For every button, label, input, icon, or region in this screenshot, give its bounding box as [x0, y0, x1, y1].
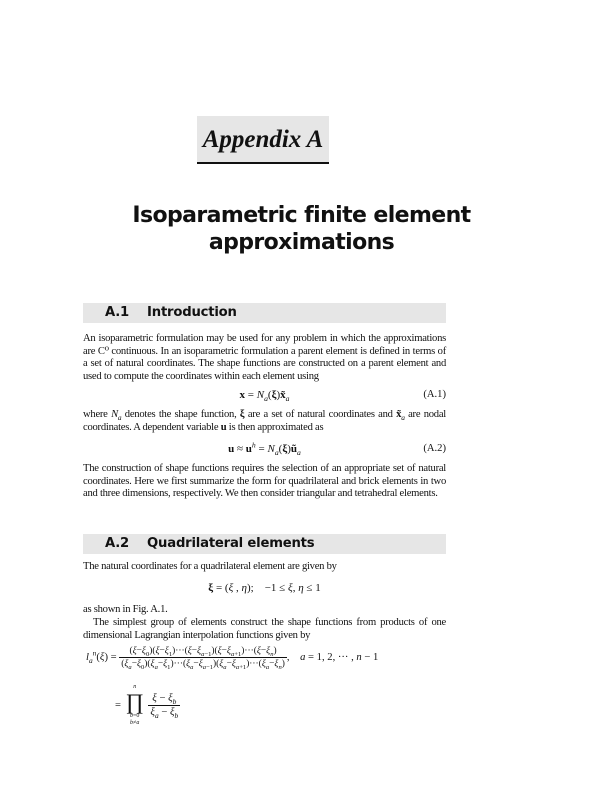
equation-a1-body: $x = N_a(\xi)x̃_a$ — [239, 389, 290, 404]
section-number: A.1 — [105, 305, 130, 320]
intro-paragraph-1: An isoparametric formulation may be used for any problem in which the approximations are C⁰ continuous. In an isoparametric formulation a parent element is defined in terms of a set of natural coordinates. The shape functions are constructed on a parent element and used to compute the coordinates within each element using — [83, 333, 446, 382]
chapter-title-line1: Isoparametric finite element — [132, 203, 471, 228]
section-title: Introduction — [147, 305, 237, 320]
appendix-label-box — [197, 116, 329, 164]
quad-paragraph-1: The natural coordinates for a quadrilateral element are given by — [83, 561, 337, 572]
chapter-title — [60, 202, 543, 256]
equation-lagrange-product: = n ∏ b=0 b≠a $\frac{\xi - \xi_b}{\xi_a - \xi_b}$ — [115, 684, 179, 726]
equation-a1 — [83, 389, 446, 403]
section-heading-quadrilateral — [83, 534, 446, 554]
section-heading-introduction — [83, 303, 446, 323]
section-number: A.2 — [105, 536, 130, 551]
appendix-label: Appendix A — [202, 126, 324, 153]
equation-lagrange: $l_a^n(\xi)$ = $\frac{(\xi-\xi_0)(\xi-\xi_1)\cdot\cdot\cdot(\xi-\xi_{a-1})(\xi-\xi_{a+1})\cdot\cdot\cdot(\xi-\xi_n)}{(\xi_a-\xi_0)(\xi_a-\xi_1)\cdot\cdot\cdot(\xi_a-\xi_{a-1})(\xi_a-\xi_{a+1})\cdot\cdot\cdot(\xi_a-\xi_n)}$ , a = 1, 2, ··· , n − 1 — [86, 646, 379, 671]
equation-a1-number: (A.1) — [423, 389, 446, 400]
equation-a2-number: (A.2) — [423, 443, 446, 454]
equation-natural-coordinates: ξ = (ξ , η); −1 ≤ ξ, η ≤ 1 — [208, 582, 321, 594]
chapter-title-line2: approximations — [208, 230, 395, 255]
quad-paragraph-3: The simplest group of elements construct the shape functions from products of one dimensional Lagrangian interpolation functions given by — [83, 617, 446, 641]
quad-paragraph-2: as shown in Fig. A.1. — [83, 604, 168, 615]
intro-paragraph-2: where $N_a$ denotes the shape function, ξ are a set of natural coordinates and $x̃_a$ are nodal coordinates. A dependent variable u is then approximated as — [83, 409, 446, 433]
equation-a2 — [83, 440, 446, 458]
equation-a2-body: $u \approx u^h$ = $N_a(\xi)ũ_a$ — [228, 440, 301, 458]
section-title: Quadrilateral elements — [147, 536, 315, 551]
intro-paragraph-3: The construction of shape functions requires the selection of an appropriate set of natural coordinates. Here we first summarize the form for quadrilateral and brick elements in two and three dimensions, respectively. We then consider triangular and tetrahedral elements. — [83, 463, 446, 500]
